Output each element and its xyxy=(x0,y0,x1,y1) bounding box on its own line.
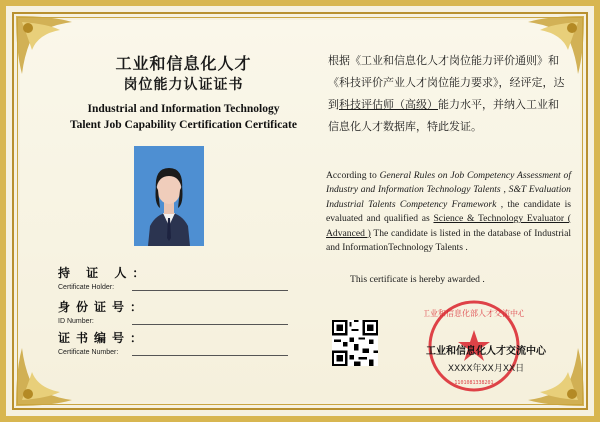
body-cn-p1: 根据《工业和信息化人才岗位能力评价通则》和《科技评价产业人才岗位能力要求》，经评定，达到 xyxy=(328,54,565,111)
id-label-en: ID Number: xyxy=(58,318,94,325)
title-cn-line2: 岗位能力认证证书 xyxy=(123,77,244,93)
holder-value-line xyxy=(132,282,288,291)
qr-code-icon xyxy=(332,320,378,366)
body-text-en xyxy=(326,169,571,255)
body-cn-p2: 能力水平，并纳入工业和信息化人才数据库，特此发证。 xyxy=(328,98,559,133)
id-label-cn: 身份证号： xyxy=(58,300,149,314)
certificate-number-field xyxy=(58,329,288,356)
body-en-intro: According to xyxy=(326,170,380,181)
body-en-italic1: General Rules on Job Competency Assessment of Industry and Information Technology Talents xyxy=(326,170,571,196)
holder-label-en: Certificate Holder: xyxy=(58,284,115,291)
title-en-line2: Talent Job Capability Certification Certificate xyxy=(70,119,297,131)
seal-text: 工业和信息化部人才交流中心 xyxy=(424,309,524,318)
id-number-field xyxy=(58,298,288,325)
title-cn-line1: 工业和信息化人才 xyxy=(115,54,252,73)
body-cn-level: 科技评估师（高级） xyxy=(339,98,438,111)
holder-label-cn: 持 证 人： xyxy=(58,266,151,280)
issue-date: XXXX年XX月XX日 xyxy=(447,364,525,374)
id-value-line xyxy=(132,316,288,325)
certno-label-cn: 证书编号： xyxy=(58,331,149,345)
holder-photo xyxy=(134,146,204,246)
body-en-level: Science & Technology Evaluator ( Advanced ) xyxy=(326,213,571,239)
awarded-line: This certificate is hereby awarded . xyxy=(350,274,485,285)
title-en-line1: Industrial and Information Technology xyxy=(87,103,280,115)
body-text-cn xyxy=(328,50,568,138)
seal-number: 1101081338201 xyxy=(454,380,494,386)
body-en-mid: , xyxy=(500,184,509,196)
body-en-italic2: S&T Evaluation Industrial Talents Competency Framework xyxy=(326,184,571,210)
body-en-after: , the candidate is evaluated and qualified as xyxy=(326,198,572,225)
certno-label-en: Certificate Number: xyxy=(58,349,119,356)
issuer-name: 工业和信息化人才交流中心 xyxy=(426,346,546,357)
certificate-holder-field xyxy=(58,264,288,291)
body-en-outro: The candidate is listed in the database of Industrial and InformationTechnology Talents . xyxy=(326,227,571,254)
certno-value-line xyxy=(132,347,288,356)
